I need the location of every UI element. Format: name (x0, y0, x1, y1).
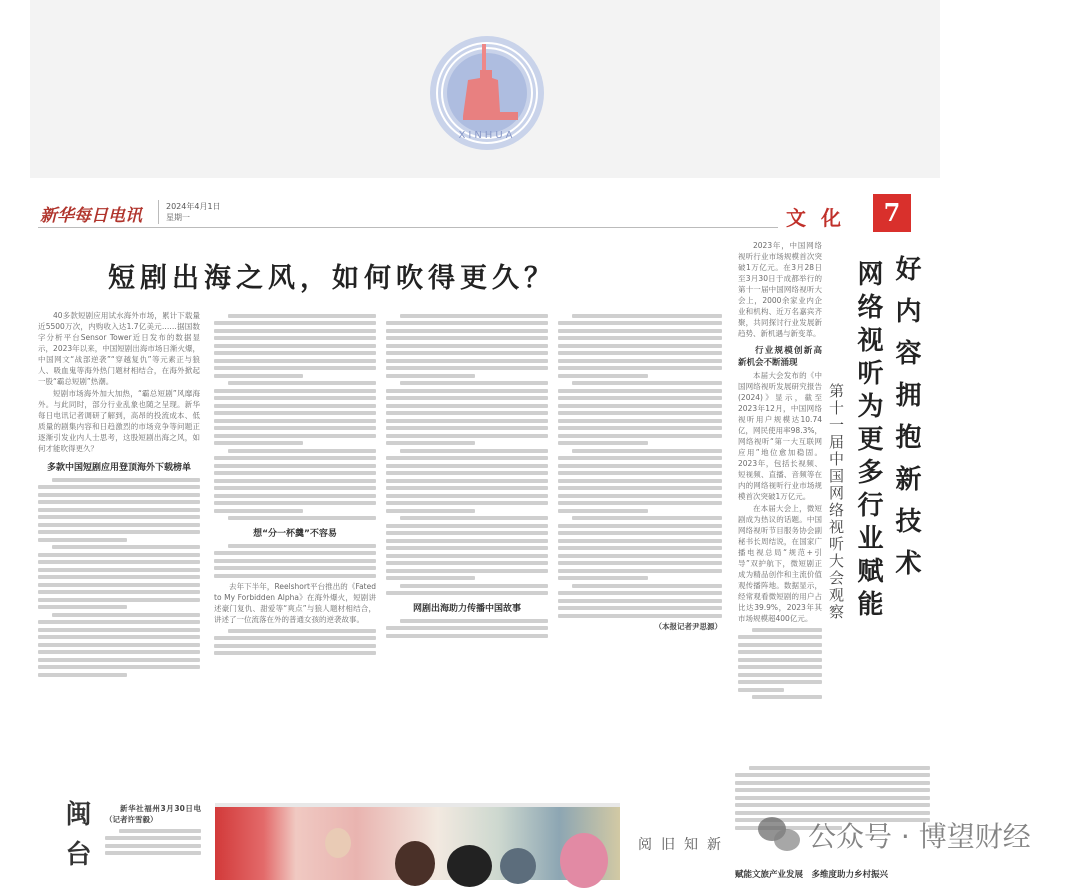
text-line (558, 486, 722, 490)
text-line (738, 688, 784, 692)
text-line (558, 389, 722, 393)
article-headline: 短剧出海之风，如何吹得更久？ (108, 263, 556, 294)
text-line (386, 441, 475, 445)
text-line (214, 441, 303, 445)
text-line (228, 381, 376, 385)
text-line (214, 434, 376, 438)
text-line (558, 366, 722, 370)
text-line (558, 569, 722, 573)
text-line (214, 636, 376, 640)
masthead-divider (158, 200, 159, 224)
text-line (400, 584, 548, 588)
photo-figure (325, 828, 351, 858)
text-line (52, 478, 200, 482)
wechat-icon (758, 817, 802, 853)
text-line (214, 389, 376, 393)
text-line (386, 404, 548, 408)
text-line (572, 314, 722, 318)
text-line (558, 576, 648, 580)
feature-title-main: 好内容拥抱新技术 (891, 255, 921, 591)
body-text-lines (738, 628, 822, 700)
text-line (735, 811, 930, 815)
text-line (558, 494, 722, 498)
weekday: 星期一 (166, 213, 190, 222)
paragraph: 2023年，中国网络视听行业市场规模首次突破1万亿元。在3月28日至3月30日于成都举行的第十一届中国网络视听大会上，2000余家业内企业和机构、近万名嘉宾齐聚，共同探讨行业发展新趋势、新机遇与新变革。 (738, 241, 822, 338)
text-line (386, 329, 548, 333)
text-line (735, 796, 930, 800)
text-line (38, 500, 200, 504)
text-line (558, 561, 722, 565)
subheading: 赋能文旅产业发展 多维度助力乡村振兴 (735, 870, 889, 880)
text-line (558, 539, 722, 543)
text-line (214, 551, 376, 555)
text-line (558, 351, 722, 355)
body-text-lines (214, 314, 376, 521)
text-line (228, 629, 376, 633)
article-column-2 (214, 310, 376, 780)
feature-column (738, 240, 831, 758)
text-line (400, 314, 548, 318)
text-line (214, 509, 303, 513)
text-line (214, 404, 376, 408)
subheading: 行业规模创新高 新机会不断涌现 (738, 346, 831, 368)
text-line (214, 419, 376, 423)
page-number: 7 (873, 194, 911, 232)
text-line (558, 426, 722, 430)
text-line (214, 651, 376, 655)
text-line (38, 560, 200, 564)
text-line (572, 516, 722, 520)
text-line (38, 620, 200, 624)
text-line (386, 359, 548, 363)
text-line (558, 336, 722, 340)
text-line (228, 314, 376, 318)
article-column-3 (386, 310, 548, 780)
text-line (228, 516, 376, 520)
text-line (386, 546, 548, 550)
text-line (400, 619, 548, 623)
body-text-lines (214, 629, 376, 656)
text-line (558, 456, 722, 460)
text-line (214, 329, 376, 333)
body-text-lines (386, 314, 548, 596)
text-line (38, 673, 127, 677)
text-line (749, 766, 930, 770)
text-line (214, 486, 376, 490)
body-text-lines (105, 829, 201, 856)
text-line (214, 344, 376, 348)
subheading: 想“分一杯羹”不容易 (253, 529, 337, 539)
text-line (214, 644, 376, 648)
text-line (558, 531, 722, 535)
text-line (735, 788, 930, 792)
text-line (386, 591, 548, 595)
text-line (558, 479, 722, 483)
photo-figure (395, 841, 435, 886)
text-line (38, 523, 200, 527)
text-line (386, 471, 548, 475)
text-line (38, 658, 200, 662)
text-line (752, 695, 822, 699)
text-line (738, 635, 822, 639)
text-line (38, 575, 200, 579)
text-line (735, 781, 930, 785)
text-line (105, 851, 201, 855)
text-line (386, 494, 548, 498)
date: 2024年4月1日 (166, 202, 221, 211)
text-line (558, 329, 722, 333)
text-line (558, 471, 722, 475)
text-line (105, 836, 201, 840)
text-line (38, 493, 200, 497)
text-line (386, 569, 548, 573)
text-line (38, 553, 200, 557)
text-line (214, 494, 376, 498)
text-line (52, 613, 200, 617)
feature-subtitle: 第十一届中国网络视听大会观察 (827, 383, 845, 621)
text-line (38, 598, 200, 602)
paragraph: 在本届大会上，微短剧成为热议的话题。中国网络视听节目服务协会副秘书长周结说，在国家广播电视总局“规范+引导”双护航下，微短剧正成为精品创作和主流价值观传播阵地。数据显示，经常观看微短剧的用户占比达39.9%，2023年其市场规模超400亿元。 (738, 504, 822, 623)
text-line (214, 411, 376, 415)
text-line (214, 501, 376, 505)
text-line (572, 381, 722, 385)
text-line (735, 803, 930, 807)
watermark (758, 815, 1031, 855)
masthead: 新华每日电讯 (40, 206, 142, 226)
xinhua-logo (428, 34, 546, 152)
text-line (38, 628, 200, 632)
text-line (228, 449, 376, 453)
text-line (752, 628, 822, 632)
body-text-lines (38, 478, 200, 677)
text-line (558, 404, 722, 408)
text-line (386, 634, 548, 638)
text-line (38, 643, 200, 647)
text-line (558, 614, 722, 618)
text-line (214, 359, 376, 363)
text-line (558, 321, 722, 325)
section-name: 文 化 (786, 206, 845, 230)
article-column-1 (38, 310, 200, 780)
text-line (738, 650, 822, 654)
column-title: 阅旧知新 (638, 837, 730, 853)
svg-text:XINHUA: XINHUA (458, 130, 516, 141)
text-line (558, 599, 722, 603)
text-line (386, 426, 548, 430)
dateline: 新华社福州3月30日电（记者许雪毅） (105, 804, 201, 824)
text-line (38, 635, 200, 639)
text-line (386, 389, 548, 393)
text-line (214, 566, 376, 570)
text-line (386, 396, 548, 400)
text-line (400, 449, 548, 453)
text-line (38, 538, 127, 542)
text-line (38, 485, 200, 489)
text-line (214, 464, 376, 468)
text-line (386, 321, 548, 325)
text-line (52, 545, 200, 549)
text-line (228, 544, 376, 548)
text-line (735, 773, 930, 777)
text-line (558, 411, 722, 415)
text-line (214, 471, 376, 475)
text-line (738, 643, 822, 647)
text-line (386, 366, 548, 370)
text-line (214, 374, 303, 378)
text-line (738, 665, 822, 669)
text-line (558, 591, 722, 595)
text-line (558, 554, 722, 558)
text-line (38, 590, 200, 594)
photo-figure (447, 845, 492, 887)
text-line (558, 441, 648, 445)
text-line (558, 509, 648, 513)
text-line (386, 351, 548, 355)
text-line (214, 396, 376, 400)
text-line (214, 366, 376, 370)
text-line (214, 336, 376, 340)
text-line (38, 530, 200, 534)
text-line (38, 515, 200, 519)
photo-edge (215, 803, 620, 807)
subheading: 多款中国短剧应用登顶海外下载榜单 (46, 463, 191, 473)
text-line (738, 680, 822, 684)
text-line (38, 650, 200, 654)
text-line (38, 605, 127, 609)
text-line (558, 396, 722, 400)
text-line (214, 559, 376, 563)
text-line (400, 381, 548, 385)
text-line (386, 419, 548, 423)
text-line (386, 486, 548, 490)
text-line (386, 456, 548, 460)
text-line (105, 844, 201, 848)
text-line (214, 321, 376, 325)
text-line (386, 626, 548, 630)
text-line (38, 568, 200, 572)
text-line (214, 456, 376, 460)
paragraph: 去年下半年，Reelshort平台推出的《Fated to My Forbidden Alpha》在海外爆火，短剧讲述豪门复仇、甜爱等“爽点”与狼人题材相结合，讲述了一位流落在外的普通女孩的逆袭故事。 (214, 582, 376, 624)
text-line (558, 524, 722, 528)
paragraph: 短剧市场海外加大加热，“霸总短剧”风靡海外。与此同时，部分行业乱象也随之呈现。新华每日电讯记者调研了解到，高昂的投流成本、低质量的剧集内容和日趋激烈的市场竞争等问题正逐渐引发业内人士思考，这股短剧出海之风，如何才能吹得更久？ (38, 389, 200, 453)
text-line (386, 554, 548, 558)
text-line (386, 539, 548, 543)
stage-photo (215, 803, 620, 880)
text-line (214, 574, 376, 578)
text-line (558, 606, 722, 610)
byline: （本报记者尹思源） (654, 622, 722, 631)
text-line (386, 479, 548, 483)
text-line (558, 501, 722, 505)
watermark-text: 公众号 · 博望财经 (808, 820, 1031, 853)
text-line (558, 546, 722, 550)
text-line (386, 336, 548, 340)
text-line (386, 531, 548, 535)
text-line (558, 359, 722, 363)
text-line (558, 434, 722, 438)
text-line (386, 509, 475, 513)
text-line (214, 479, 376, 483)
paragraph: 40多款短剧应用试水海外市场，累计下载量近5500万次，内购收入达1.7亿美元……据国数字分析平台Sensor Tower近日发布的数据显示，2023年以来，中国短剧出海市场日渐火爆，中国网文“战部逆袭”“穿越复仇”等元素正与狼人、吸血鬼等海外热门题材相结合，在海外掀起一股“霸总短剧”热潮。 (38, 311, 200, 386)
text-line (386, 561, 548, 565)
text-line (400, 516, 548, 520)
text-line (386, 524, 548, 528)
header-rule (38, 227, 778, 228)
issue-date (166, 201, 221, 223)
text-line (214, 351, 376, 355)
text-line (558, 419, 722, 423)
text-line (386, 434, 548, 438)
text-line (738, 658, 822, 662)
text-line (738, 673, 822, 677)
body-text-lines (386, 619, 548, 638)
paragraph: 本届大会发布的《中国网络视听发展研究报告(2024)》显示，截至2023年12月，中国网络视听用户规模达10.74亿，网民使用率98.3%，网络视听“第一大互联网应用”地位愈加稳固。2023年，包括长视频、短视频、直播、音频等在内的网络视听行业市场规模首次突破1万亿元。 (738, 371, 822, 501)
body-text-lines (558, 314, 722, 618)
feature-title-secondary: 网络视听为更多行业赋能 (853, 260, 883, 623)
text-line (38, 583, 200, 587)
text-line (38, 508, 200, 512)
text-line (214, 426, 376, 430)
text-line (386, 576, 475, 580)
text-line (558, 344, 722, 348)
text-line (386, 411, 548, 415)
text-line (572, 449, 722, 453)
photo-figure (500, 848, 536, 884)
text-line (558, 374, 648, 378)
text-line (386, 464, 548, 468)
bottom-article-title: 闽台 (61, 800, 91, 880)
text-line (386, 374, 475, 378)
photo-figure (560, 833, 608, 888)
text-line (558, 464, 722, 468)
bottom-article-column (105, 803, 201, 880)
text-line (572, 584, 722, 588)
subheading: 网剧出海助力传播中国故事 (412, 604, 521, 614)
text-line (386, 344, 548, 348)
text-line (119, 829, 201, 833)
text-line (386, 501, 548, 505)
text-line (38, 665, 200, 669)
article-column-4 (558, 310, 722, 780)
body-text-lines (214, 544, 376, 578)
